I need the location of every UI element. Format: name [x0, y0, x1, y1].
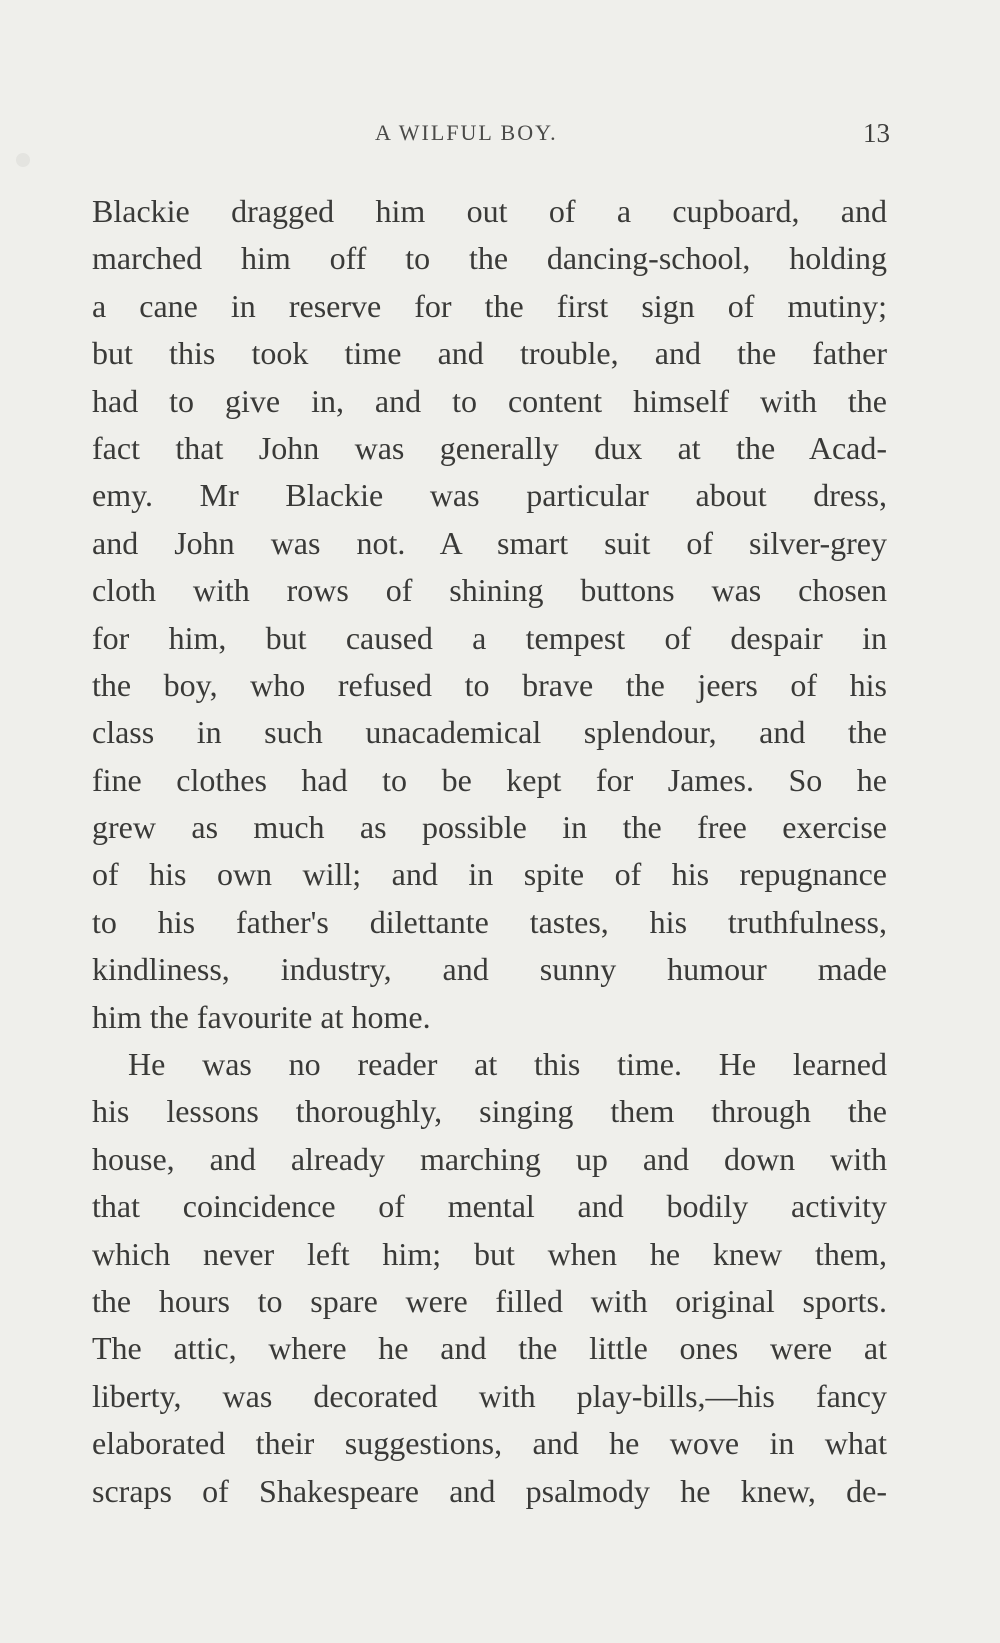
text-line: emy. Mr Blackie was particular about dress,: [92, 477, 887, 514]
text-line: the boy, who refused to brave the jeers of his: [92, 666, 887, 703]
page-number: 13: [863, 118, 890, 148]
paragraph-first-line: He was no reader at this time. He learned: [128, 1046, 887, 1083]
text-line: a cane in reserve for the first sign of mutiny;: [92, 287, 887, 324]
paper-blemish: [16, 153, 30, 167]
text-line: fact that John was generally dux at the Acad-: [92, 429, 887, 466]
text-line: grew as much as possible in the free exercise: [92, 809, 887, 846]
text-line: The attic, where he and the little ones were at: [92, 1330, 887, 1367]
text-line: which never left him; but when he knew them,: [92, 1235, 887, 1272]
text-line: elaborated their suggestions, and he wove in what: [92, 1425, 887, 1462]
text-line: scraps of Shakespeare and psalmody he knew, de-: [92, 1472, 887, 1509]
text-line: the hours to spare were filled with original sports.: [92, 1282, 887, 1319]
text-line: his lessons thoroughly, singing them through the: [92, 1093, 887, 1130]
text-line: house, and already marching up and down with: [92, 1140, 887, 1177]
text-line: for him, but caused a tempest of despair in: [92, 619, 887, 656]
text-line: to his father's dilettante tastes, his truthfulness,: [92, 903, 887, 940]
text-line: marched him off to the dancing-school, holding: [92, 240, 887, 277]
text-line: liberty, was decorated with play-bills,—his fancy: [92, 1377, 887, 1414]
text-line: of his own will; and in spite of his repugnance: [92, 856, 887, 893]
text-line: but this took time and trouble, and the father: [92, 335, 887, 372]
text-line: had to give in, and to content himself with the: [92, 382, 887, 419]
text-line: and John was not. A smart suit of silver-grey: [92, 524, 887, 561]
text-line: kindliness, industry, and sunny humour made: [92, 951, 887, 988]
body-text: [92, 188, 887, 1515]
text-line: cloth with rows of shining buttons was chosen: [92, 572, 887, 609]
text-line: class in such unacademical splendour, and the: [92, 714, 887, 751]
paragraph-last-line: him the favourite at home.: [92, 998, 431, 1035]
text-line: that coincidence of mental and bodily activity: [92, 1188, 887, 1225]
text-line: fine clothes had to be kept for James. So he: [92, 761, 887, 798]
text-line: Blackie dragged him out of a cupboard, and: [92, 193, 887, 229]
running-title: A WILFUL BOY.: [375, 120, 558, 145]
